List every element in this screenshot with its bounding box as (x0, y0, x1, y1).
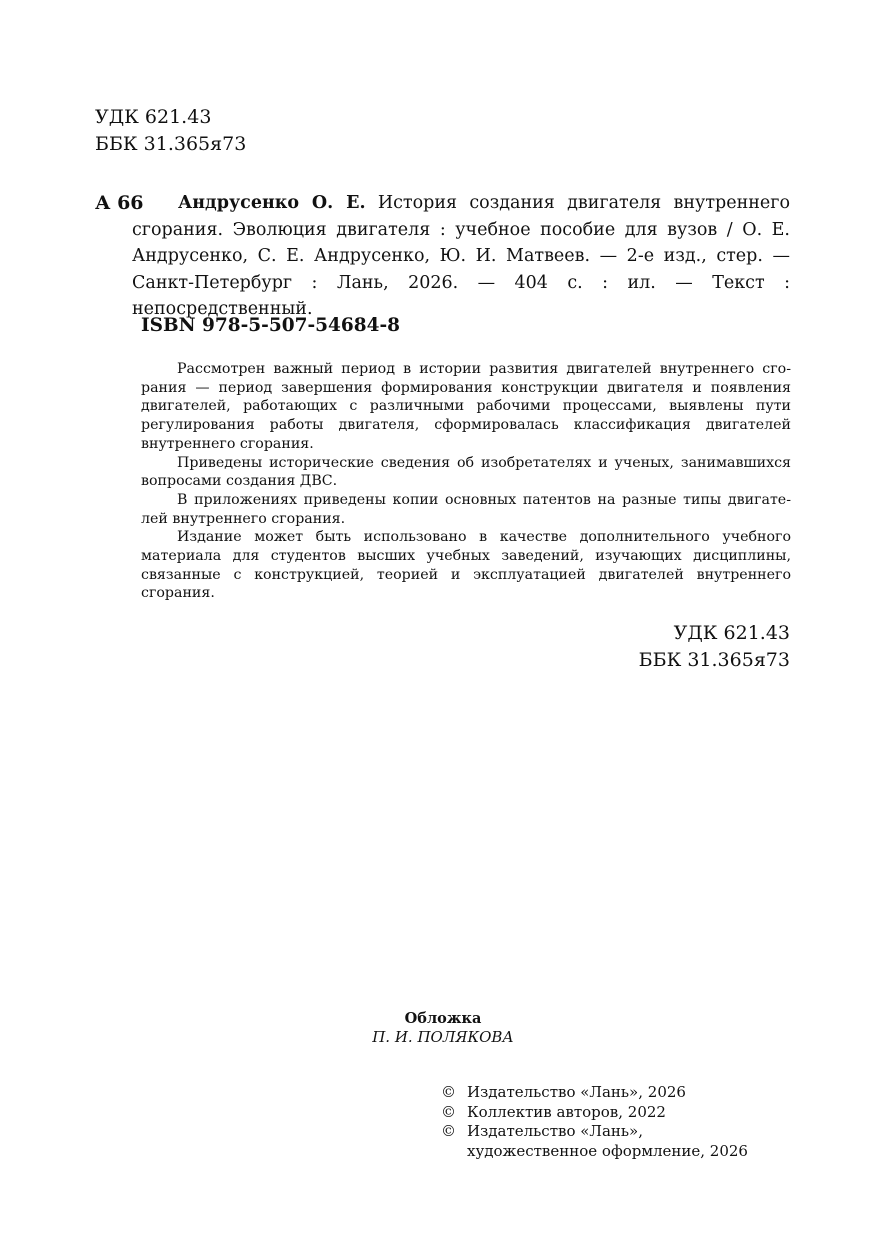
cover-credit (300, 1009, 586, 1047)
copyright-icon: © (441, 1102, 456, 1121)
udk-code-bottom: УДК 621.43 (673, 622, 790, 644)
isbn: ISBN 978-5-507-54684-8 (141, 315, 401, 336)
copyright-icon: © (441, 1122, 456, 1140)
annotation-paragraph: В приложениях приведены копии основных патентов на разные типы двигателей внутреннего сгорания. (141, 491, 791, 527)
catalog-entry (132, 190, 790, 323)
catalog-author: Андрусенко О. Е. (178, 193, 366, 213)
bbk-code-bottom: ББК 31.365я73 (638, 649, 790, 671)
copyright-block (441, 1083, 821, 1161)
catalog-author-mark: А 66 (95, 192, 144, 214)
copyright-line (441, 1083, 821, 1103)
copyright-icon: © (441, 1083, 456, 1101)
udk-code-top: УДК 621.43 (95, 106, 212, 128)
copyright-text: Коллектив авторов, 2022 (467, 1102, 666, 1121)
copyright-text: Издательство «Лань», 2026 (467, 1083, 686, 1101)
annotation (141, 360, 791, 603)
catalog-description: История создания двигателя внутреннего сгорания. Эволюция двигателя : учебное пособие для вузов / О. Е. Андрусенко, С. Е. Андрусенко, Ю. И. Матвеев. — 2-е изд., стер. — Санкт-Петербург : Лань, 2026. — 404 с. : ил. — Текст : непосредственный. (132, 193, 790, 319)
copyright-line (441, 1103, 821, 1123)
cover-label: Обложка (404, 1010, 482, 1027)
cover-artist: П. И. ПОЛЯКОВА (372, 1028, 514, 1046)
copyright-continuation: художественное оформление, 2026 (467, 1141, 748, 1160)
annotation-paragraph: Издание может быть использовано в качестве дополнительного учебного материала для студентов высших учебных заведений, изучающих дисциплины, связанные с конструкцией, теорией и эксплуатацией двигателей внутреннего сгорания. (141, 529, 791, 602)
bbk-code-top: ББК 31.365я73 (95, 133, 247, 155)
annotation-paragraph: Приведены исторические сведения об изобретателях и ученых, занимавшихся вопросами создания ДВС. (141, 454, 791, 490)
copyright-line (441, 1122, 821, 1161)
annotation-paragraph: Рассмотрен важный период в истории развития двигателей внутреннего сгорания — период завершения формирования конструкции двигателя и появления двигателей, работающих с различными рабочими процессами, выявлены пути регулирования работы двигателя, сформировалась классификация двигателей внутреннего сгорания. (141, 361, 791, 452)
copyright-text: Издательство «Лань», (467, 1122, 644, 1140)
